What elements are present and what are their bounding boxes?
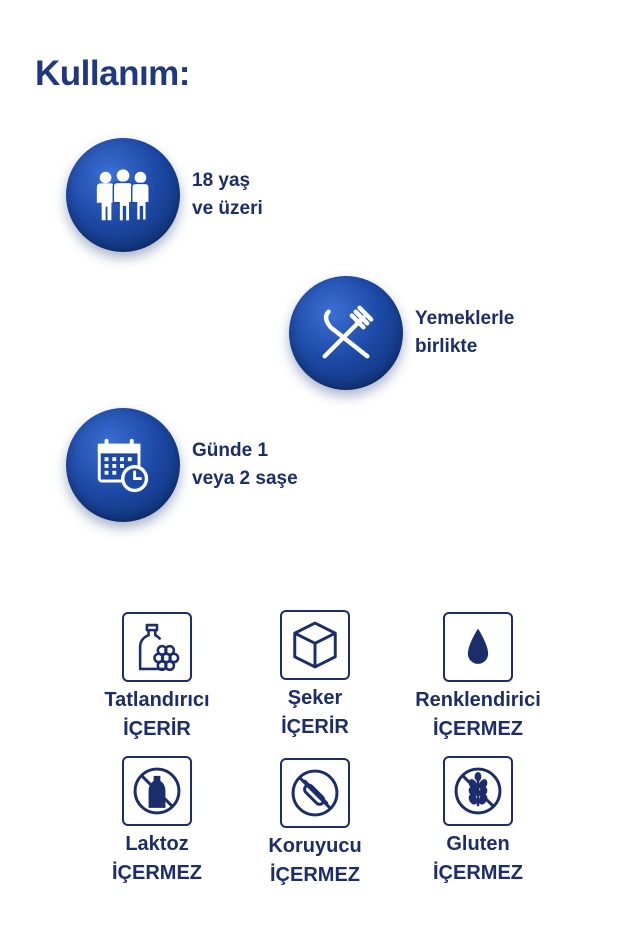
badge-status: İÇERMEZ	[270, 864, 360, 886]
badge-lactose	[72, 756, 242, 888]
usage-line: ve üzeri	[192, 198, 263, 219]
badge-status: İÇERMEZ	[433, 862, 523, 884]
badge-label	[230, 832, 400, 890]
badge-name: Laktoz	[125, 833, 189, 855]
badge-name: Koruyucu	[268, 835, 362, 857]
sweetener-bottle-icon	[122, 612, 192, 682]
badge-label	[393, 686, 563, 744]
usage-line: 18 yaş	[192, 170, 251, 191]
no-preservative-icon	[280, 758, 350, 828]
fork-knife-icon	[289, 276, 403, 390]
badge-gluten	[393, 756, 563, 888]
badge-sweetener	[72, 612, 242, 744]
badge-label	[72, 830, 242, 888]
people-icon	[66, 138, 180, 252]
badge-label	[72, 686, 242, 744]
no-gluten-icon	[443, 756, 513, 826]
usage-text-age	[192, 167, 263, 223]
usage-line: veya 2 saşe	[192, 468, 298, 489]
badge-colorant	[393, 612, 563, 744]
badge-name: Şeker	[287, 687, 343, 709]
badge-name: Tatlandırıcı	[104, 689, 210, 711]
usage-item-age	[66, 138, 263, 252]
usage-line: Yemeklerle	[415, 308, 515, 329]
badge-status: İÇERMEZ	[433, 718, 523, 740]
page-title: Kullanım:	[35, 54, 190, 93]
usage-text-meals	[415, 305, 514, 361]
drop-icon	[443, 612, 513, 682]
badge-label	[393, 830, 563, 888]
badge-name: Renklendirici	[415, 689, 541, 711]
usage-item-meals	[289, 276, 514, 390]
badge-preservative	[230, 758, 400, 890]
badge-label	[230, 684, 400, 742]
no-milk-icon	[122, 756, 192, 826]
sugar-cube-icon	[280, 610, 350, 680]
badge-status: İÇERİR	[123, 718, 191, 740]
usage-text-dosage	[192, 437, 298, 493]
usage-line: Günde 1	[192, 440, 269, 461]
usage-item-dosage	[66, 408, 298, 522]
badge-status: İÇERMEZ	[112, 862, 202, 884]
badge-status: İÇERİR	[281, 716, 349, 738]
usage-line: birlikte	[415, 336, 478, 357]
badge-sugar	[230, 610, 400, 742]
calendar-clock-icon	[66, 408, 180, 522]
badge-name: Gluten	[446, 833, 510, 855]
